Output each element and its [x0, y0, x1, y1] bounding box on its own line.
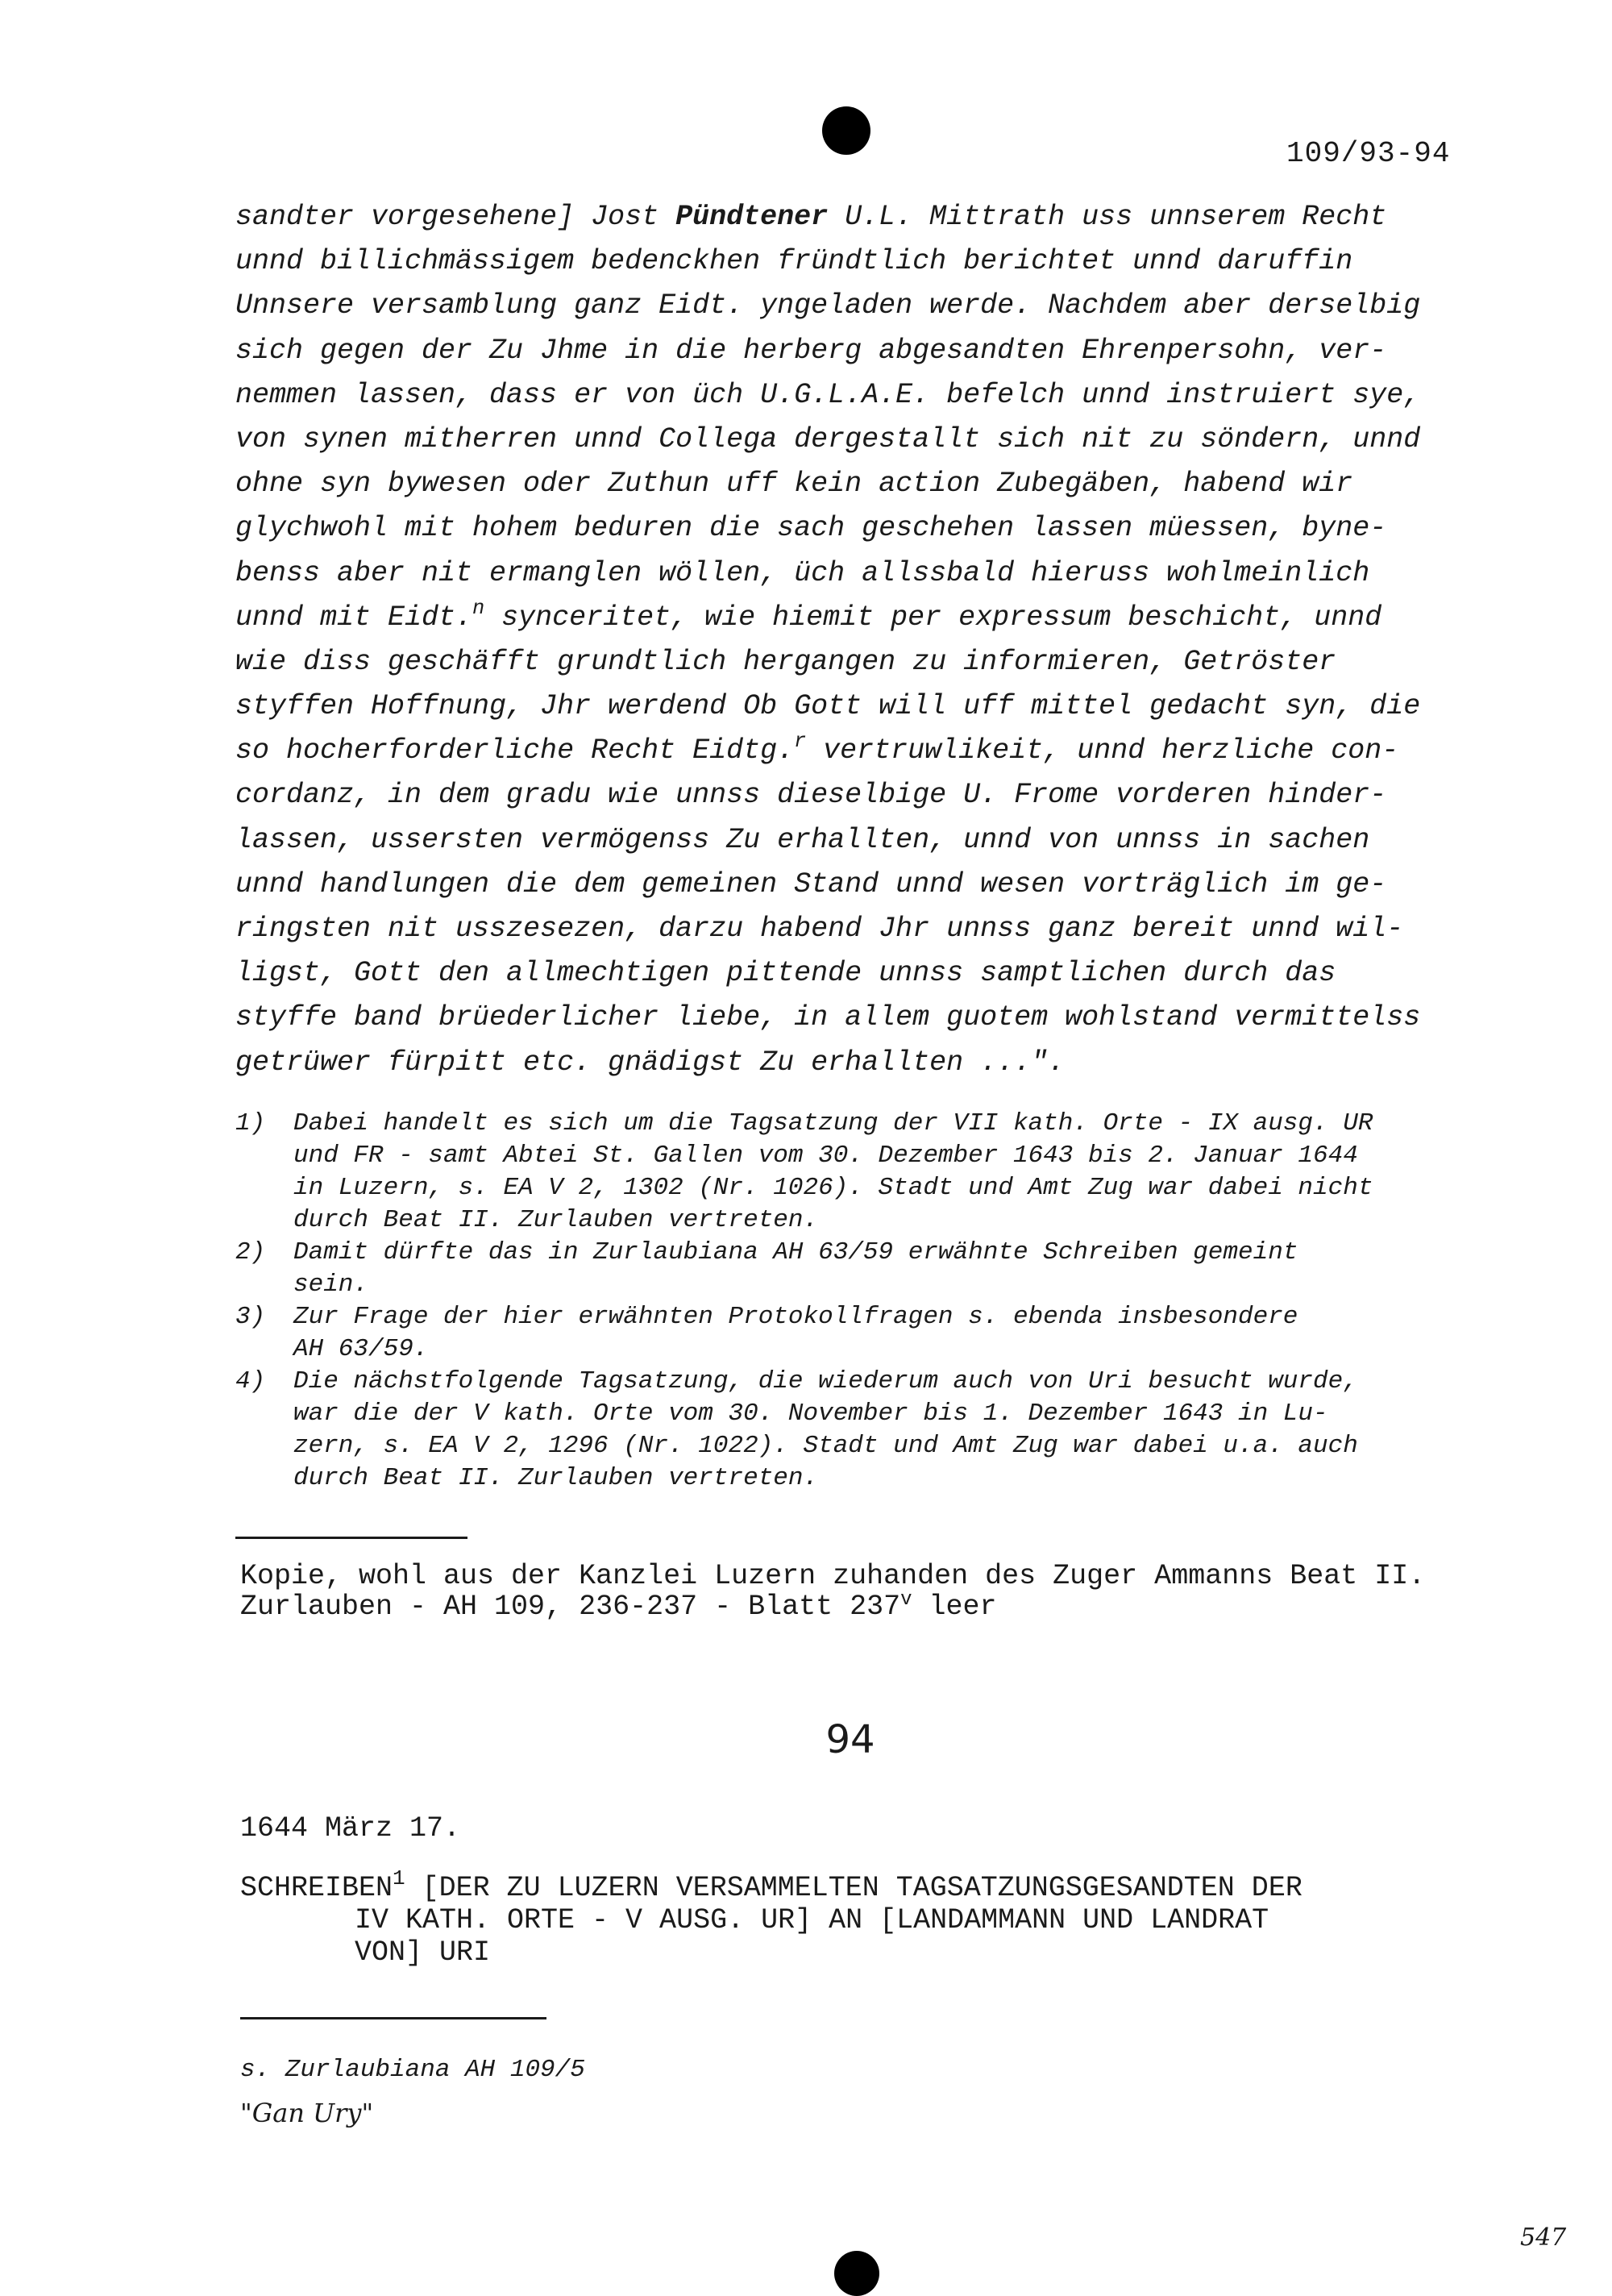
body-line: unnd handlungen die dem gemeinen Stand unnd wesen vorträglich im ge- [235, 867, 1387, 901]
body-line: styffen Hoffnung, Jhr werdend Ob Gott will uff mittel gedacht syn, die [235, 690, 1421, 723]
separator-rule [235, 1537, 467, 1539]
page-reference: 109/93-94 [1286, 137, 1451, 170]
address-quote: "Gan Ury" [240, 2098, 374, 2128]
body-line: styffe band brüederlicher liebe, in allem guotem wohlstand vermittelss [235, 1001, 1421, 1034]
body-line: so hocherforderliche Recht Eidtg.$^r$ vertruwlikeit, unnd herzliche con- [235, 730, 1399, 767]
body-line: benss aber nit ermanglen wöllen, üch allssbald hieruss wohlmeinlich [235, 556, 1370, 589]
document-number: 94 [825, 1717, 875, 1762]
footnote-4: 4) Die nächstfolgende Tagsatzung, die wiederum auch von Uri besucht wurde, war die der V kath. Orte vom 30. November bis 1. Dezember 1643 in Lu- zern, s. EA V 2, 1296 (Nr. 1022). Stadt und Amt Zug war dabei u.a. auch durch Beat II. Zurlauben vertreten. [235, 1367, 1358, 1492]
footnote-3: 3) Zur Frage der hier erwähnten Protokollfragen s. ebenda insbesondere AH 63/59. [235, 1303, 1298, 1363]
separator-rule [240, 2017, 546, 2019]
body-line: sandter vorgesehene] Jost Pündtener U.L. Mittrath uss unnserem Recht [235, 201, 1387, 233]
footnote-number: 3) [235, 1303, 266, 1331]
document-heading: SCHREIBEN$^1$ [DER ZU LUZERN VERSAMMELTEN TAGSATZUNGSGESANDTEN DER IV KATH. ORTE - V AUSG. UR] AN [LANDAMMANN UND LANDRAT VON] URI [240, 1866, 1302, 1969]
archive-reference: s. Zurlaubiana AH 109/5 [240, 2056, 585, 2084]
body-line: ohne syn bywesen oder Zuthun uff kein action Zubegäben, habend wir [235, 468, 1353, 501]
body-line: getrüwer fürpitt etc. gnädigst Zu erhallten ...". [235, 1046, 1066, 1079]
body-line: glychwohl mit hohem beduren die sach geschehen lassen müessen, byne- [235, 512, 1387, 545]
punch-hole-bottom [834, 2251, 879, 2296]
document-date: 1644 März 17. [240, 1812, 461, 1845]
body-line: unnd mit Eidt.$^n$ synceritet, wie hiemit per expressum beschicht, unnd [235, 596, 1382, 634]
letter-body [235, 195, 1493, 1085]
footnote-2: 2) Damit dürfte das in Zurlaubiana AH 63/59 erwähnte Schreiben gemeint sein. [235, 1238, 1298, 1299]
body-line: wie diss geschäfft grundtlich hergangen zu informieren, Getröster [235, 645, 1336, 678]
footnotes [235, 1108, 1493, 1495]
footnote-1: 1) Dabei handelt es sich um die Tagsatzung der VII kath. Orte - IX ausg. UR und FR - samt Abtei St. Gallen vom 30. Dezember 1643 bis 2. Januar 1644 in Luzern, s. EA V 2, 1302 (Nr. 1026). Stadt und Amt Zug war dabei nicht durch Beat II. Zurlauben vertreten. [235, 1109, 1373, 1234]
body-line: ringsten nit usszesezen, darzu habend Jhr unnss ganz bereit unnd wil- [235, 913, 1404, 945]
body-line: unnd billichmässigem bedenckhen fründtlich berichtet unnd daruffin [235, 245, 1353, 278]
footnote-number: 2) [235, 1238, 266, 1267]
body-line: cordanz, in dem gradu wie unnss dieselbige U. Frome vorderen hinder- [235, 779, 1387, 812]
body-line: nemmen lassen, dass er von üch U.G.L.A.E. befelch unnd instruiert sye, [235, 378, 1421, 411]
body-line: sich gegen der Zu Jhme in die herberg abgesandten Ehrenpersohn, ver- [235, 334, 1387, 367]
body-line: Unnsere versamblung ganz Eidt. yngeladen werde. Nachdem aber derselbig [235, 289, 1421, 322]
footnote-number: 4) [235, 1367, 266, 1395]
source-note: Kopie, wohl aus der Kanzlei Luzern zuhanden des Zuger Ammanns Beat II. Zurlauben - AH 109, 236-237 - Blatt 237$^v$ leer [240, 1560, 1426, 1623]
body-line: von synen mitherren unnd Collega dergestallt sich nit zu söndern, unnd [235, 422, 1421, 455]
punch-hole-top [822, 106, 870, 155]
body-line: ligst, Gott den allmechtigen pittende unnss samptlichen durch das [235, 957, 1336, 990]
body-line: lassen, ussersten vermögenss Zu erhallten, unnd von unnss in sachen [235, 823, 1370, 856]
handwritten-page-number: 547 [1520, 2223, 1567, 2252]
footnote-number: 1) [235, 1109, 266, 1138]
